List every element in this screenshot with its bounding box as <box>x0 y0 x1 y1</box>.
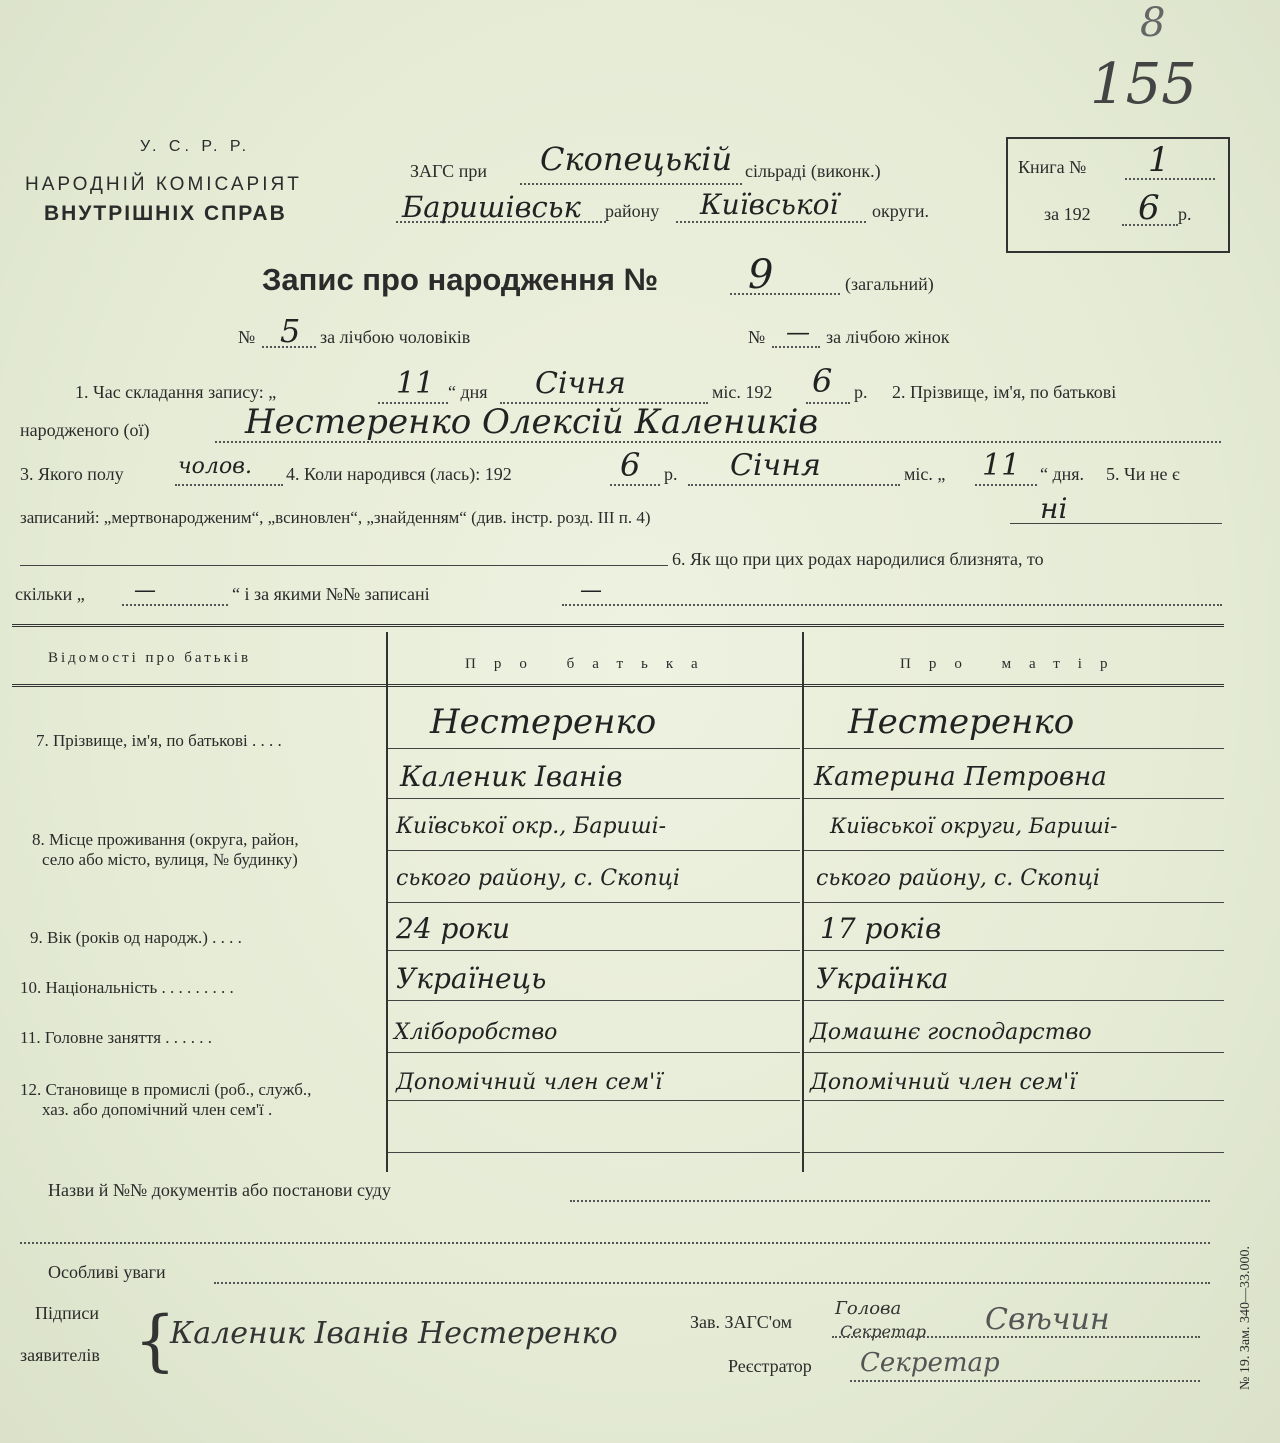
book-label: Книга № <box>1018 157 1087 177</box>
mother-line-1 <box>804 748 1224 749</box>
mother-line-2 <box>804 798 1224 799</box>
q2-value: Нестеренко Олексій Калеників <box>245 402 819 442</box>
father-line-1 <box>388 748 800 749</box>
documents-label: Назви й №№ документів або постанови суду <box>48 1180 391 1200</box>
q6-numbers-underline <box>562 604 1222 606</box>
q4-month: Січня <box>730 448 821 483</box>
father-name: Каленик Іванів <box>400 760 623 793</box>
mother-occupation: Домашнє господарство <box>810 1020 1092 1045</box>
region-value: Київської <box>700 188 839 221</box>
record-number: 9 <box>748 252 774 298</box>
head-hand: Голова <box>835 1298 902 1319</box>
female-prefix: № <box>748 327 766 347</box>
region-underline <box>676 221 866 223</box>
zags-suffix: сільраді (виконк.) <box>745 161 881 181</box>
q6-label2-a: скільки „ <box>15 584 85 604</box>
table-head-rule <box>12 684 1224 687</box>
row-label-7: 7. Прізвище, ім'я, по батькові . . . . <box>36 731 282 750</box>
signatures-label-1: Підписи <box>35 1303 100 1323</box>
republic-label: У. С. Р. Р. <box>140 138 251 155</box>
father-line-2 <box>388 798 800 799</box>
q6-label2-b: “ і за якими №№ записані <box>232 584 430 604</box>
father-surname: Нестеренко <box>430 702 657 742</box>
year-prefix: за 192 <box>1044 204 1091 224</box>
q2-label: 2. Прізвище, ім'я, по батькові <box>892 382 1117 402</box>
mother-line-9 <box>804 1152 1224 1153</box>
q6-label: 6. Як що при цих родах народилися близнята, то <box>672 549 1044 569</box>
commissariat-line1: НАРОДНІЙ КОМІСАРІЯТ <box>25 174 302 195</box>
zags-village-underline <box>520 183 742 185</box>
q5-continuation-line <box>20 565 668 566</box>
female-underline <box>772 346 820 348</box>
applicant-signature: Каленик Іванів Нестеренко <box>170 1316 618 1351</box>
remarks-underline <box>214 1282 1210 1284</box>
signatures-brace: { <box>134 1302 176 1379</box>
documents-underline <box>570 1200 1210 1202</box>
female-value: — <box>786 318 810 346</box>
row-label-8b: село або місто, вулиця, № будинку) <box>42 850 298 869</box>
row-label-11: 11. Головне заняття . . . . . . <box>20 1028 213 1047</box>
q5-label: 5. Чи не є <box>1106 464 1180 484</box>
q4-day-suffix: “ дня. <box>1040 464 1085 484</box>
mother-address-1: Київської округи, Бариші- <box>830 814 1118 838</box>
archive-number: 155 <box>1090 52 1197 117</box>
head-hand-2: Секретар <box>840 1322 926 1341</box>
father-line-9 <box>388 1152 800 1153</box>
row-label-12b: хаз. або допомічний член сем'ї . <box>42 1100 273 1119</box>
mother-status: Допомічний член сем'ї <box>810 1070 1077 1095</box>
year-suffix: р. <box>1178 204 1192 224</box>
documents-underline-2 <box>20 1242 1210 1244</box>
mother-line-8 <box>804 1100 1224 1101</box>
q4-day-underline <box>975 484 1037 486</box>
father-line-7 <box>388 1052 800 1053</box>
q6-count: — <box>134 578 156 603</box>
registrar-underline <box>850 1380 1200 1382</box>
mother-name: Катерина Петровна <box>814 762 1107 792</box>
q6-count-underline <box>122 604 228 606</box>
district-value: Баришівськ <box>402 190 581 224</box>
col-head-mother: Про матір <box>900 656 1126 672</box>
table-top-rule <box>12 624 1224 627</box>
male-value: 5 <box>280 312 301 350</box>
record-number-underline <box>730 293 840 295</box>
father-line-8 <box>388 1100 800 1101</box>
q3-label: 3. Якого полу <box>20 464 124 484</box>
side-print: № 19. Зам. 340—33.000. <box>1238 1246 1253 1390</box>
father-line-4 <box>388 902 800 903</box>
archive-number-old: 8 <box>1140 0 1166 46</box>
female-label: за лічбою жінок <box>826 327 950 347</box>
q1-day-suffix: “ дня <box>448 382 488 402</box>
q4-year-suffix: р. <box>664 464 678 484</box>
q6-numbers: — <box>580 578 602 603</box>
father-line-3 <box>388 850 800 851</box>
q4-year-underline <box>610 484 660 486</box>
q3-underline <box>175 484 283 486</box>
book-underline <box>1125 178 1215 180</box>
q1-year-suffix: р. <box>854 382 868 402</box>
q4-month-suffix: міс. „ <box>904 464 946 484</box>
year-value: 6 <box>1138 188 1160 228</box>
mother-nationality: Українка <box>816 962 949 995</box>
father-line-6 <box>388 1000 800 1001</box>
q1-month-suffix: міс. 192 <box>712 382 773 402</box>
book-value: 1 <box>1148 140 1170 180</box>
row-label-8: 8. Місце проживання (округа, район, <box>32 830 299 849</box>
q4-day: 11 <box>982 448 1021 483</box>
mother-line-4 <box>804 902 1224 903</box>
remarks-label: Особливі уваги <box>48 1262 166 1282</box>
col-head-father: Про батька <box>465 656 716 672</box>
record-title: Запис про народження № <box>262 262 659 297</box>
father-address-1: Київської окр., Бариші- <box>396 814 667 839</box>
row-label-9: 9. Вік (років од народж.) . . . . <box>30 928 242 947</box>
male-label: за лічбою чоловіків <box>320 327 471 347</box>
father-status: Допомічний член сем'ї <box>396 1070 663 1095</box>
male-prefix: № <box>238 327 256 347</box>
mother-line-7 <box>804 1052 1224 1053</box>
row-label-12: 12. Становище в промислі (роб., служб., <box>20 1080 312 1099</box>
q3-value: чолов. <box>178 454 252 479</box>
q2-label2: народженого (ої) <box>20 420 150 440</box>
row-label-10: 10. Національність . . . . . . . . . <box>20 978 234 997</box>
registrar-label: Реєстратор <box>728 1356 812 1376</box>
q1-label: 1. Час складання запису: „ <box>75 382 277 402</box>
q4-label: 4. Коли народився (лась): 192 <box>286 464 512 484</box>
mother-address-2: ського району, с. Скопці <box>816 866 1100 891</box>
head-signature: Свѣчин <box>985 1302 1110 1337</box>
registrar-hand: Секретар <box>860 1348 1000 1378</box>
q4-month-underline <box>688 484 900 486</box>
mother-line-3 <box>804 850 1224 851</box>
q4-year: 6 <box>620 446 641 484</box>
zags-prefix: ЗАГС при <box>410 161 487 181</box>
mother-line-5 <box>804 950 1224 951</box>
q1-year: 6 <box>812 362 833 400</box>
zags-village-value: Скопецькій <box>540 140 733 178</box>
head-label: Зав. ЗАГС'ом <box>690 1312 792 1332</box>
father-nationality: Українець <box>396 962 547 995</box>
mother-surname: Нестеренко <box>848 702 1075 742</box>
q5-label2: записаний: „мертвонародженим“, „всиновлен“, „знайденням“ (див. інстр. розд. III п. 4) <box>20 508 651 527</box>
col-head-info: Відомості про батьків <box>48 650 252 666</box>
q5-value: ні <box>1040 492 1068 525</box>
q1-day: 11 <box>396 366 435 401</box>
commissariat-line2: ВНУТРІШНІХ СПРАВ <box>44 202 287 225</box>
father-age: 24 роки <box>396 912 511 945</box>
father-address-2: ського району, с. Скопці <box>396 866 680 891</box>
district-label: району <box>605 201 660 221</box>
book-box <box>1006 137 1230 253</box>
q1-month: Січня <box>535 366 626 401</box>
record-general: (загальний) <box>845 274 934 294</box>
father-occupation: Хліборобство <box>394 1020 558 1045</box>
mother-age: 17 років <box>820 912 942 945</box>
region-label: округи. <box>872 201 930 221</box>
mother-line-6 <box>804 1000 1224 1001</box>
father-line-5 <box>388 950 800 951</box>
signatures-label-2: заявителів <box>20 1345 100 1365</box>
